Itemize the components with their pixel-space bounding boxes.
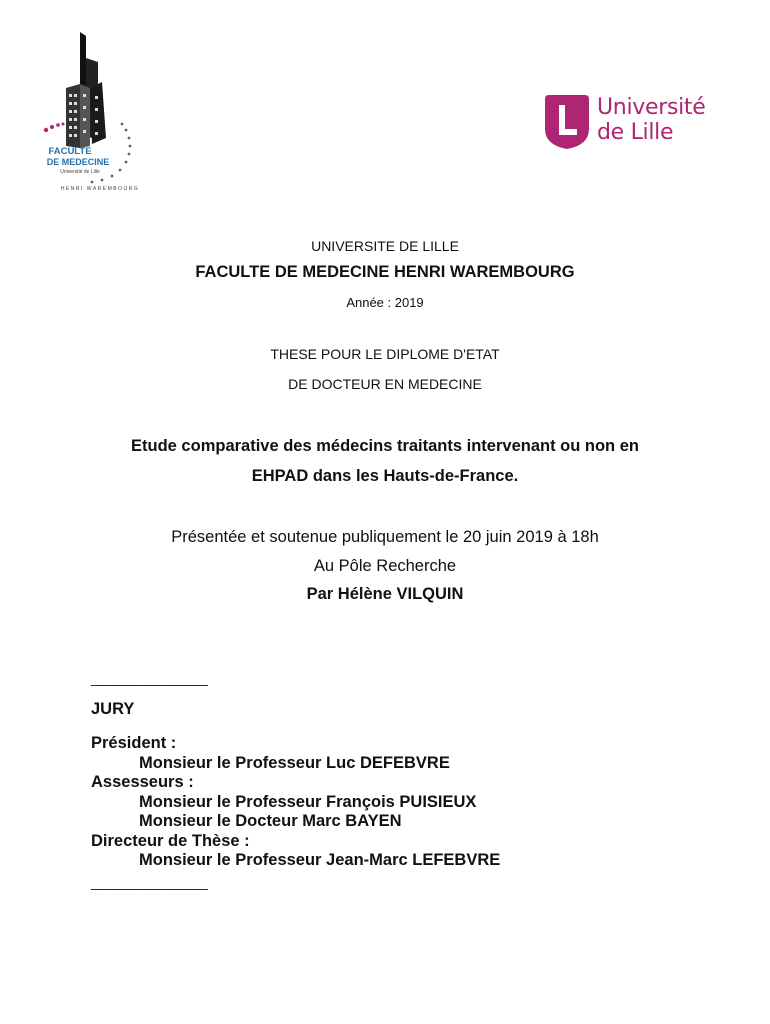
directeur-name: Monsieur le Professeur Jean-Marc LEFEBVRE — [139, 851, 501, 869]
jury-list — [91, 734, 500, 871]
presentation-date: Présentée et soutenue publiquement le 20 juin 2019 à 18h — [171, 528, 599, 546]
annee: Année : 2019 — [346, 295, 424, 310]
president-label: Président : — [91, 734, 177, 752]
universite-logo-line2: de Lille — [597, 120, 674, 145]
universite-logo-line1: Université — [597, 95, 706, 120]
faculte-logo-arc: HENRI WAREMBOURG — [60, 186, 140, 192]
directeur-label: Directeur de Thèse : — [91, 831, 250, 850]
presentation-location: Au Pôle Recherche — [313, 557, 457, 575]
faculte-logo-line1: FACULTE — [48, 146, 92, 157]
universite-lille-logo — [543, 95, 723, 155]
thesis-title-line2: EHPAD dans les Hauts-de-France. — [251, 467, 519, 485]
universite-shield-icon — [543, 95, 591, 149]
assesseurs-label: Assesseurs : — [91, 773, 194, 791]
faculte-heading: FACULTE DE MEDECINE HENRI WAREMBOURG — [195, 263, 575, 281]
faculte-logo-line3: Université de Lille — [60, 169, 100, 175]
these-line2: DE DOCTEUR EN MEDECINE — [288, 376, 482, 392]
jury-title: JURY — [91, 700, 135, 718]
assesseur-name: Monsieur le Professeur François PUISIEUX — [139, 792, 477, 811]
thesis-title-line1: Etude comparative des médecins traitants intervenant ou non en — [131, 437, 639, 455]
divider-bottom: _______________ — [91, 874, 208, 890]
universite-heading: UNIVERSITE DE LILLE — [311, 238, 459, 254]
faculte-medecine-logo — [40, 28, 140, 198]
these-line1: THESE POUR LE DIPLOME D'ETAT — [270, 346, 500, 362]
divider-top: _______________ — [91, 670, 208, 686]
assesseur-name: Monsieur le Docteur Marc BAYEN — [139, 812, 402, 830]
author: Par Hélène VILQUIN — [306, 585, 464, 603]
faculte-logo-line2: DE MEDECINE — [46, 157, 110, 167]
president-name: Monsieur le Professeur Luc DEFEBVRE — [139, 753, 450, 772]
